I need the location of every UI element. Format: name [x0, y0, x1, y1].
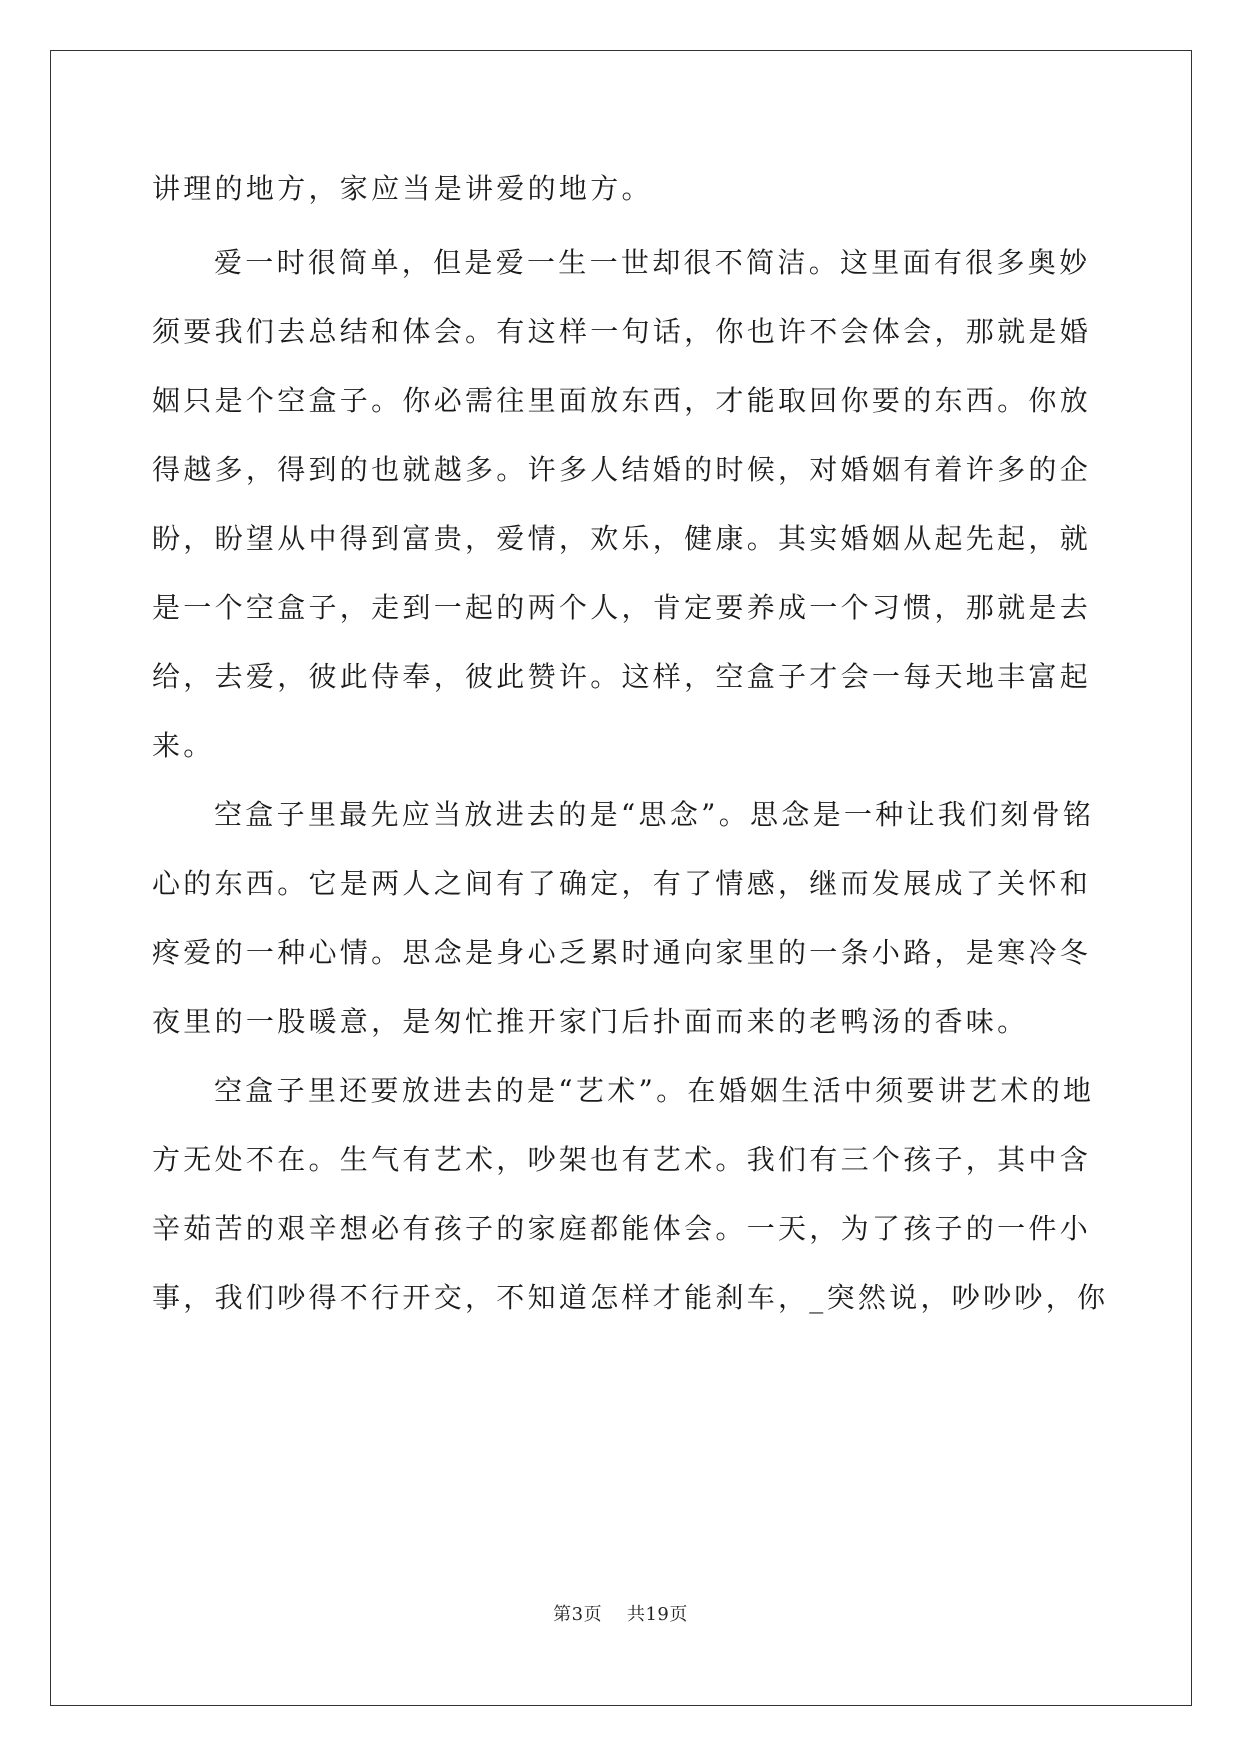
text-line: 夜里的一股暖意，是匆忙推开家门后扑面而来的老鸭汤的香味。 [152, 1005, 1029, 1038]
text-line: 是一个空盒子，走到一起的两个人，肯定要养成一个习惯，那就是去 [152, 591, 1092, 624]
text-line: 须要我们去总结和体会。有这样一句话，你也许不会体会，那就是婚 [152, 315, 1092, 348]
text-line: 方无处不在。生气有艺术，吵架也有艺术。我们有三个孩子，其中含 [152, 1143, 1092, 1176]
text-line: 讲理的地方，家应当是讲爱的地方。 [152, 172, 653, 205]
text-line: 盼，盼望从中得到富贵，爱情，欢乐，健康。其实婚姻从起先起，就 [152, 522, 1092, 555]
paragraph-first-line: 空盒子里还要放进去的是“艺术”。在婚姻生活中须要讲艺术的地 [214, 1074, 1095, 1107]
text-line: 事，我们吵得不行开交，不知道怎样才能刹车，_突然说，吵吵吵，你 [152, 1281, 1109, 1314]
text-line: 得越多，得到的也就越多。许多人结婚的时候，对婚姻有着许多的企 [152, 453, 1092, 486]
text-line: 辛茹苦的艰辛想必有孩子的家庭都能体会。一天，为了孩子的一件小 [152, 1212, 1092, 1245]
text-line: 心的东西。它是两人之间有了确定，有了情感，继而发展成了关怀和 [152, 867, 1092, 900]
text-line: 姻只是个空盒子。你必需往里面放东西，才能取回你要的东西。你放 [152, 384, 1092, 417]
page-number-footer: 第3页 共19页 [553, 1604, 688, 1625]
paragraph-first-line: 空盒子里最先应当放进去的是“思念”。思念是一种让我们刻骨铭 [214, 798, 1095, 831]
text-line: 疼爱的一种心情。思念是身心乏累时通向家里的一条小路，是寒冷冬 [152, 936, 1092, 969]
text-line: 来。 [152, 729, 215, 762]
paragraph-first-line: 爱一时很简单，但是爱一生一世却很不简洁。这里面有很多奥妙 [214, 246, 1091, 279]
text-line: 给，去爱，彼此侍奉，彼此赞许。这样，空盒子才会一每天地丰富起 [152, 660, 1092, 693]
